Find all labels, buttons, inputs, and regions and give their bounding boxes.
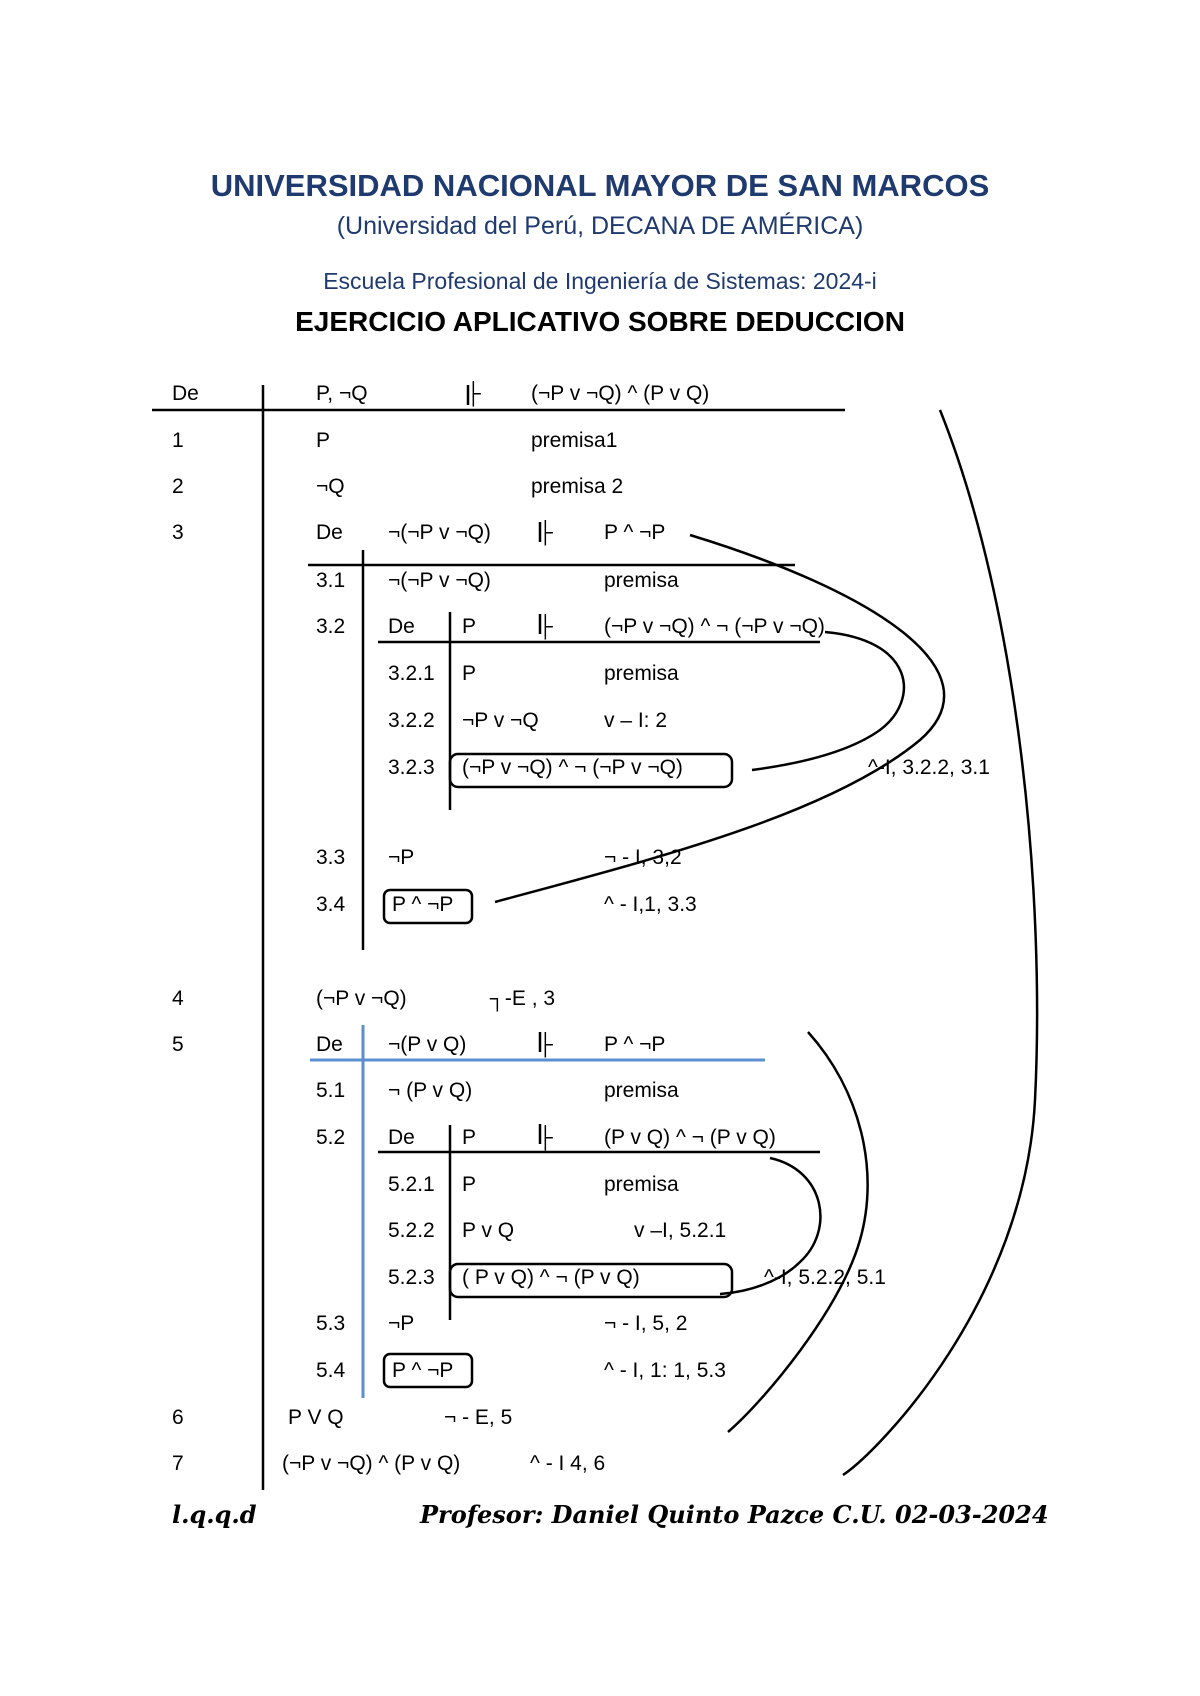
arc-main-proof xyxy=(843,410,1037,1475)
line-num-3-3: 3.3 xyxy=(316,846,346,869)
subproof-3-2-turnstile: ├ xyxy=(538,615,553,638)
line-num-3-1: 3.1 xyxy=(316,569,346,592)
subproof-5-label: De xyxy=(316,1033,343,1056)
subproof-3-premise: ¬(¬P v ¬Q) xyxy=(388,521,491,544)
arc-5-to-6 xyxy=(728,1032,868,1432)
arc-3-to-3-4 xyxy=(495,535,944,902)
subproof-3-2-premise: P xyxy=(462,615,477,638)
rule-2: premisa 2 xyxy=(531,475,624,498)
rule-5-3: ¬ - I, 5, 2 xyxy=(604,1312,688,1335)
main-head-premises: P, ¬Q xyxy=(316,382,368,405)
subproof-3-turnstile: ├ xyxy=(538,521,553,544)
line-num-3-2-3: 3.2.3 xyxy=(388,756,435,779)
rule-1: premisa1 xyxy=(531,429,618,452)
rule-4: ┐-E , 3 xyxy=(490,987,556,1010)
line-num-3-2-1: 3.2.1 xyxy=(388,662,435,685)
rule-3-4: ^ - I,1, 3.3 xyxy=(604,893,697,916)
formula-5-2-2: P v Q xyxy=(462,1219,515,1242)
rule-5-4: ^ - I, 1: 1, 5.3 xyxy=(604,1359,726,1382)
rule-3-3: ¬ - I, 3,2 xyxy=(604,846,682,869)
line-num-5-1: 5.1 xyxy=(316,1079,346,1102)
formula-3-3: ¬P xyxy=(388,846,415,869)
formula-3-2-2: ¬P v ¬Q xyxy=(462,709,539,732)
professor-signature: Profesor: Daniel Quinto Pazce C.U. 02-03-2024 xyxy=(420,1500,1049,1529)
subproof-5-2-label: De xyxy=(388,1126,415,1149)
line-num-5-2-2: 5.2.2 xyxy=(388,1219,435,1242)
subproof-5-goal: P ^ ¬P xyxy=(604,1033,666,1056)
line-num-2: 2 xyxy=(172,475,184,498)
line-num-7: 7 xyxy=(172,1452,184,1475)
formula-3-2-1: P xyxy=(462,662,477,685)
line-num-5-3: 5.3 xyxy=(316,1312,346,1335)
subproof-3-2-label: De xyxy=(388,615,415,638)
subproof-3-2-goal: (¬P v ¬Q) ^ ¬ (¬P v ¬Q) xyxy=(604,615,825,638)
formula-5-2-1: P xyxy=(462,1173,477,1196)
formula-5-3: ¬P xyxy=(388,1312,415,1335)
lqqd-mark: l.q.q.d xyxy=(172,1500,257,1529)
formula-6: P V Q xyxy=(288,1406,344,1429)
rule-3-1: premisa xyxy=(604,569,679,592)
line-num-5-2-3: 5.2.3 xyxy=(388,1266,435,1289)
line-num-5: 5 xyxy=(172,1033,184,1056)
formula-3-4: P ^ ¬P xyxy=(392,893,454,916)
rule-3-2-3: ^-I, 3.2.2, 3.1 xyxy=(868,756,990,779)
subproof-5-2-premise: P xyxy=(462,1126,477,1149)
school-name: Escuela Profesional de Ingeniería de Sistemas: 2024-i xyxy=(323,268,877,294)
subproof-5-turnstile: ├ xyxy=(538,1033,553,1056)
line-num-3-2: 3.2 xyxy=(316,615,346,638)
subproof-5-2-goal: (P v Q) ^ ¬ (P v Q) xyxy=(604,1126,776,1149)
formula-4: (¬P v ¬Q) xyxy=(316,987,407,1010)
formula-5-4: P ^ ¬P xyxy=(392,1359,454,1382)
formula-2: ¬Q xyxy=(316,475,345,498)
exercise-title: EJERCICIO APLICATIVO SOBRE DEDUCCION xyxy=(295,306,905,337)
line-num-3-4: 3.4 xyxy=(316,893,346,916)
formula-3-1: ¬(¬P v ¬Q) xyxy=(388,569,491,592)
formula-1: P xyxy=(316,429,331,452)
line-num-1: 1 xyxy=(172,429,184,452)
rule-3-2-2: v – I: 2 xyxy=(604,709,668,732)
formula-7: (¬P v ¬Q) ^ (P v Q) xyxy=(282,1452,461,1475)
line-num-3-2-2: 3.2.2 xyxy=(388,709,435,732)
university-subtitle: (Universidad del Perú, DECANA DE AMÉRICA) xyxy=(336,212,864,240)
subproof-3-goal: P ^ ¬P xyxy=(604,521,666,544)
subproof-5-premise: ¬(P v Q) xyxy=(388,1033,467,1056)
rule-7: ^ - I 4, 6 xyxy=(530,1452,606,1475)
rule-5-2-3: ^-I, 5.2.2, 5.1 xyxy=(764,1266,886,1289)
line-num-5-2-1: 5.2.1 xyxy=(388,1173,435,1196)
line-num-3: 3 xyxy=(172,521,184,544)
formula-5-1: ¬ (P v Q) xyxy=(388,1079,473,1102)
rule-5-2-1: premisa xyxy=(604,1173,679,1196)
formula-3-2-3: (¬P v ¬Q) ^ ¬ (¬P v ¬Q) xyxy=(462,756,683,779)
subproof-3-label: De xyxy=(316,521,343,544)
line-num-4: 4 xyxy=(172,987,184,1010)
main-head-label: De xyxy=(172,382,199,405)
university-name: UNIVERSIDAD NACIONAL MAYOR DE SAN MARCOS xyxy=(210,168,990,203)
line-num-6: 6 xyxy=(172,1406,184,1429)
subproof-5-2-turnstile: ├ xyxy=(538,1126,553,1149)
rule-6: ¬ - E, 5 xyxy=(444,1406,513,1429)
line-num-5-2: 5.2 xyxy=(316,1126,346,1149)
arc-3-2-to-3-2-3 xyxy=(752,632,904,770)
formula-5-2-3: ( P v Q) ^ ¬ (P v Q) xyxy=(462,1266,640,1289)
rule-3-2-1: premisa xyxy=(604,662,679,685)
rule-5-2-2: v –I, 5.2.1 xyxy=(634,1219,727,1242)
rule-5-1: premisa xyxy=(604,1079,679,1102)
main-head-goal: (¬P v ¬Q) ^ (P v Q) xyxy=(531,382,710,405)
line-num-5-4: 5.4 xyxy=(316,1359,346,1382)
main-turnstile: ├ xyxy=(466,382,481,405)
